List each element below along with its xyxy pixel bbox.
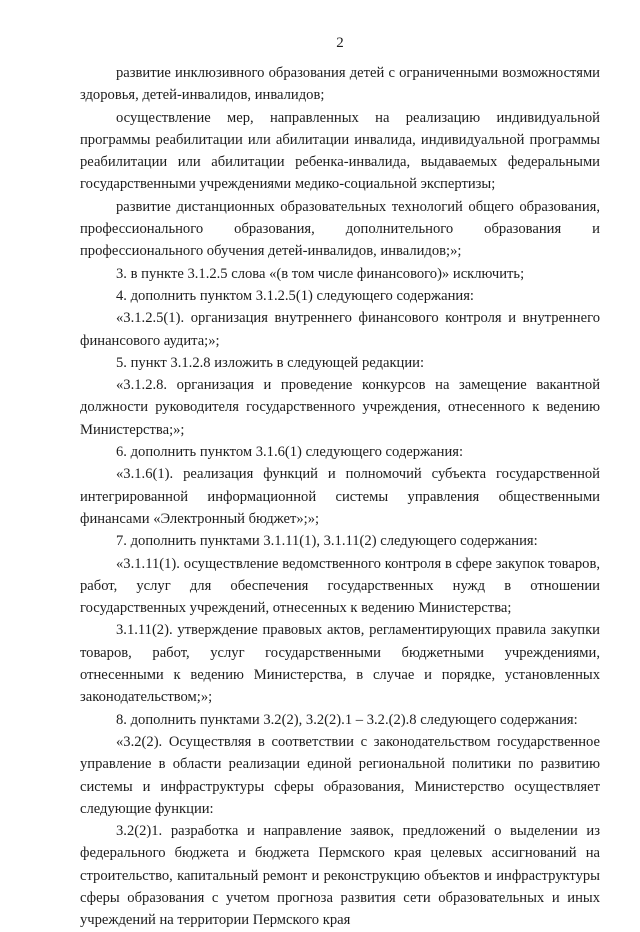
paragraph-clause-3-1-11-2: 3.1.11(2). утверждение правовых актов, регламентирующих правила закупки товаров, работ, услуг государственными бюджетными учреждениями, отнесенными к ведению Министерства, в случае и порядке, установленных законодательством;»;	[80, 622, 600, 706]
paragraph-clause-3-2-2: «3.2(2). Осуществляя в соответствии с законодательством государственное управление в области реализации единой региональной политики по развитию системы и инфраструктуры сферы образования, Министерство осуществляет следующие функции:	[80, 733, 600, 817]
paragraph-rehabilitation-programs: осуществление мер, направленных на реализацию индивидуальной программы реабилитации или абилитации инвалида, индивидуальной программы реабилитации или абилитации ребенка-инвалида, выдаваемых федеральными государственными учреждениями медико-социальной экспертизы;	[80, 109, 600, 193]
paragraph-item-3: 3. в пункте 3.1.2.5 слова «(в том числе финансового)» исключить;	[116, 265, 525, 282]
paragraph-item-6: 6. дополнить пунктом 3.1.6(1) следующего содержания:	[116, 444, 464, 461]
page-number: 2	[336, 35, 344, 51]
paragraph-inclusive-education: развитие инклюзивного образования детей с ограниченными возможностями здоровья, детей-инвалидов, инвалидов;	[80, 65, 600, 104]
paragraph-clause-3-1-11-1: «3.1.11(1). осуществление ведомственного контроля в сфере закупок товаров, работ, услуг для обеспечения государственных нужд в отношении государственных учреждений, отнесенных к ведению Министерства;	[80, 555, 600, 617]
paragraph-item-4: 4. дополнить пунктом 3.1.2.5(1) следующего содержания:	[116, 287, 474, 304]
document-body	[80, 62, 600, 932]
paragraph-distance-learning: развитие дистанционных образовательных технологий общего образования, профессионального образования, дополнительного образования и профессионального обучения детей-инвалидов, инвалидов;»;	[80, 198, 600, 260]
paragraph-clause-3-1-2-8: «3.1.2.8. организация и проведение конкурсов на замещение вакантной должности руководителя государственного учреждения, отнесенного к ведению Министерства;»;	[80, 377, 600, 438]
paragraph-clause-3-1-6-1: «3.1.6(1). реализация функций и полномочий субъекта государственной интегрированной информационной системы управления общественными финансами «Электронный бюджет»;»;	[80, 466, 600, 527]
paragraph-item-8: 8. дополнить пунктами 3.2(2), 3.2(2).1 – 3.2.(2).8 следующего содержания:	[116, 711, 578, 728]
paragraph-clause-3-1-2-5-1: «3.1.2.5(1). организация внутреннего финансового контроля и внутреннего финансового аудита;»;	[80, 310, 600, 349]
paragraph-item-7: 7. дополнить пунктами 3.1.11(1), 3.1.11(2) следующего содержания:	[116, 533, 538, 550]
paragraph-item-5: 5. пункт 3.1.2.8 изложить в следующей редакции:	[116, 354, 425, 371]
paragraph-clause-3-2-2-1: 3.2(2)1. разработка и направление заявок, предложений о выделении из федерального бюджета и бюджета Пермского края целевых ассигнований на строительство, капитальный ремонт и реконструкцию объектов и инфраструктуры сферы образования с учетом прогноза развития сети образовательных и иных учреждений на территории Пермского края	[80, 823, 600, 929]
document-page	[80, 0, 600, 929]
